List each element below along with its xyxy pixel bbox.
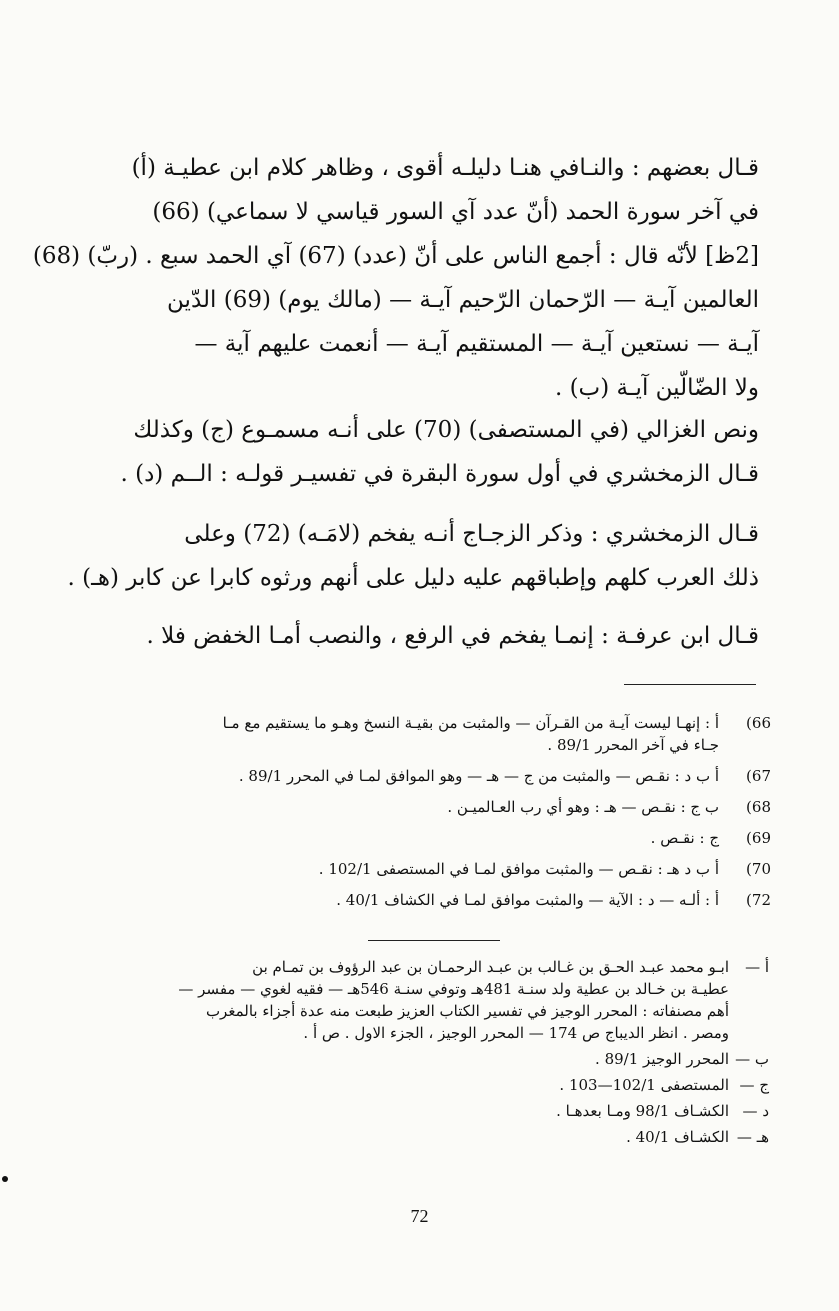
text-line: ذلك العرب كلهم وإطباقهم عليه دليل على أنهم ورثوه كابرا عن كابر (هـ) . [67,565,759,591]
note-line: ومصر . انظر الديباج ص 174 — المحرر الوجيز ، الجزء الاول . ص أ . [303,1024,729,1042]
footnote-number: 70) [746,860,771,878]
footnote-67 [71,765,771,787]
note-letter: أ — [745,958,769,976]
footnote-line: جـاء في آخر المحرر 89/1 . [547,736,719,754]
text-line: في آخر سورة الحمد (أنّ عدد آي السور قياسي لا سماعي) (66) [152,199,759,225]
text-line: ونص الغزالي (في المستصفى) (70) على أنـه مسمـوع (ج) وكذلك [133,417,759,443]
bio-notes-divider [368,940,500,941]
note-ba [93,1048,769,1070]
note-jim [93,1074,769,1096]
footnote-line: ب ج : نقـص — هـ : وهو أي رب العـالميـن . [447,798,719,816]
footnote-72 [71,889,771,911]
text-line: قـال الزمخشري : وذكر الزجـاج أنـه يفخم (لامَـه) (72) وعلى [184,521,759,547]
text-line: قـال ابن عرفـة : إنمـا يفخم في الرفع ، والنصب أمـا الخفض فلا . [146,623,759,649]
footnote-70 [71,858,771,880]
note-dal [93,1100,769,1122]
note-letter: ب — [735,1050,769,1068]
paragraph-3 [67,512,759,600]
note-line: المستصفى 102/1—103 . [559,1076,729,1094]
text-line: قـال الزمخشري في أول سورة البقرة في تفسيـر قولـه : الــم (د) . [120,461,759,487]
note-line: عطيـة بن خـالد بن عطية ولد سنـة 481هـ وتوفي سنـة 546هـ — فقيه لغوي — مفسر — [178,980,729,998]
scan-speck [2,1176,8,1182]
footnotes [71,712,771,920]
note-alif [93,956,769,1044]
lettered-notes [93,956,769,1152]
footnote-number: 66) [746,714,771,732]
text-line: [2ظ] لأنّه قال : أجمع الناس على أنّ (عدد) (67) آي الحمد سبع . (ربّ) (68) [32,243,759,269]
paragraph-2 [79,408,759,496]
footnote-number: 67) [746,767,771,785]
footnote-line: أ : إنهـا ليست آيـة من القـرآن — والمثبت من بقيـة النسخ وهـو ما يستقيم مع مـا [222,714,719,732]
footnote-66 [71,712,771,756]
footnote-number: 68) [746,798,771,816]
text-line: آيـة — نستعين آيـة — المستقيم آيـة — أنعمت عليهم آية — [194,331,759,357]
text-line: قـال بعضهم : والنـافي هنـا دليلـه أقوى ، وظاهر كلام ابن عطيـة (أ) [131,155,759,181]
text-line: العالمين آيـة — الرّحمان الرّحيم آيـة — (مالك يوم) (69) الدّين [167,287,759,313]
note-letter: ج — [739,1076,769,1094]
footnote-divider [624,684,756,685]
note-line: المحرر الوجيز 89/1 . [595,1050,729,1068]
footnote-68 [71,796,771,818]
footnote-line: ج : نقـص . [650,829,719,847]
paragraph-1 [32,146,759,410]
footnote-number: 72) [746,891,771,909]
note-line: ابـو محمد عبـد الحـق بن غـالب بن عبـد الرحمـان بن عبد الرؤوف بن تمـام بن [252,958,729,976]
paragraph-4 [79,614,759,658]
page-number: 72 [410,1206,429,1226]
note-line: أهم مصنفاته : المحرر الوجيز في تفسير الكتاب العزيز طبعت منه عدة أجزاء بالمغرب [205,1002,729,1020]
note-letter: د — [742,1102,769,1120]
footnote-line: أ ب د : نقـص — والمثبت من ج — هـ — وهو الموافق لمـا في المحرر 89/1 . [238,767,719,785]
text-line: ولا الضّالّين آيـة (ب) . [554,375,759,401]
note-line: الكشـاف 98/1 ومـا بعدهـا . [556,1102,729,1120]
note-line: الكشـاف 40/1 . [626,1128,729,1146]
footnote-number: 69) [746,829,771,847]
note-ha [93,1126,769,1148]
note-letter: هـ — [736,1128,769,1146]
footnote-line: أ : ألـه — د : الآية — والمثبت موافق لمـا في الكشاف 40/1 . [336,891,719,909]
footnote-69 [71,827,771,849]
footnote-line: أ ب د هـ : نقـص — والمثبت موافق لمـا في المستصفى 102/1 . [318,860,719,878]
